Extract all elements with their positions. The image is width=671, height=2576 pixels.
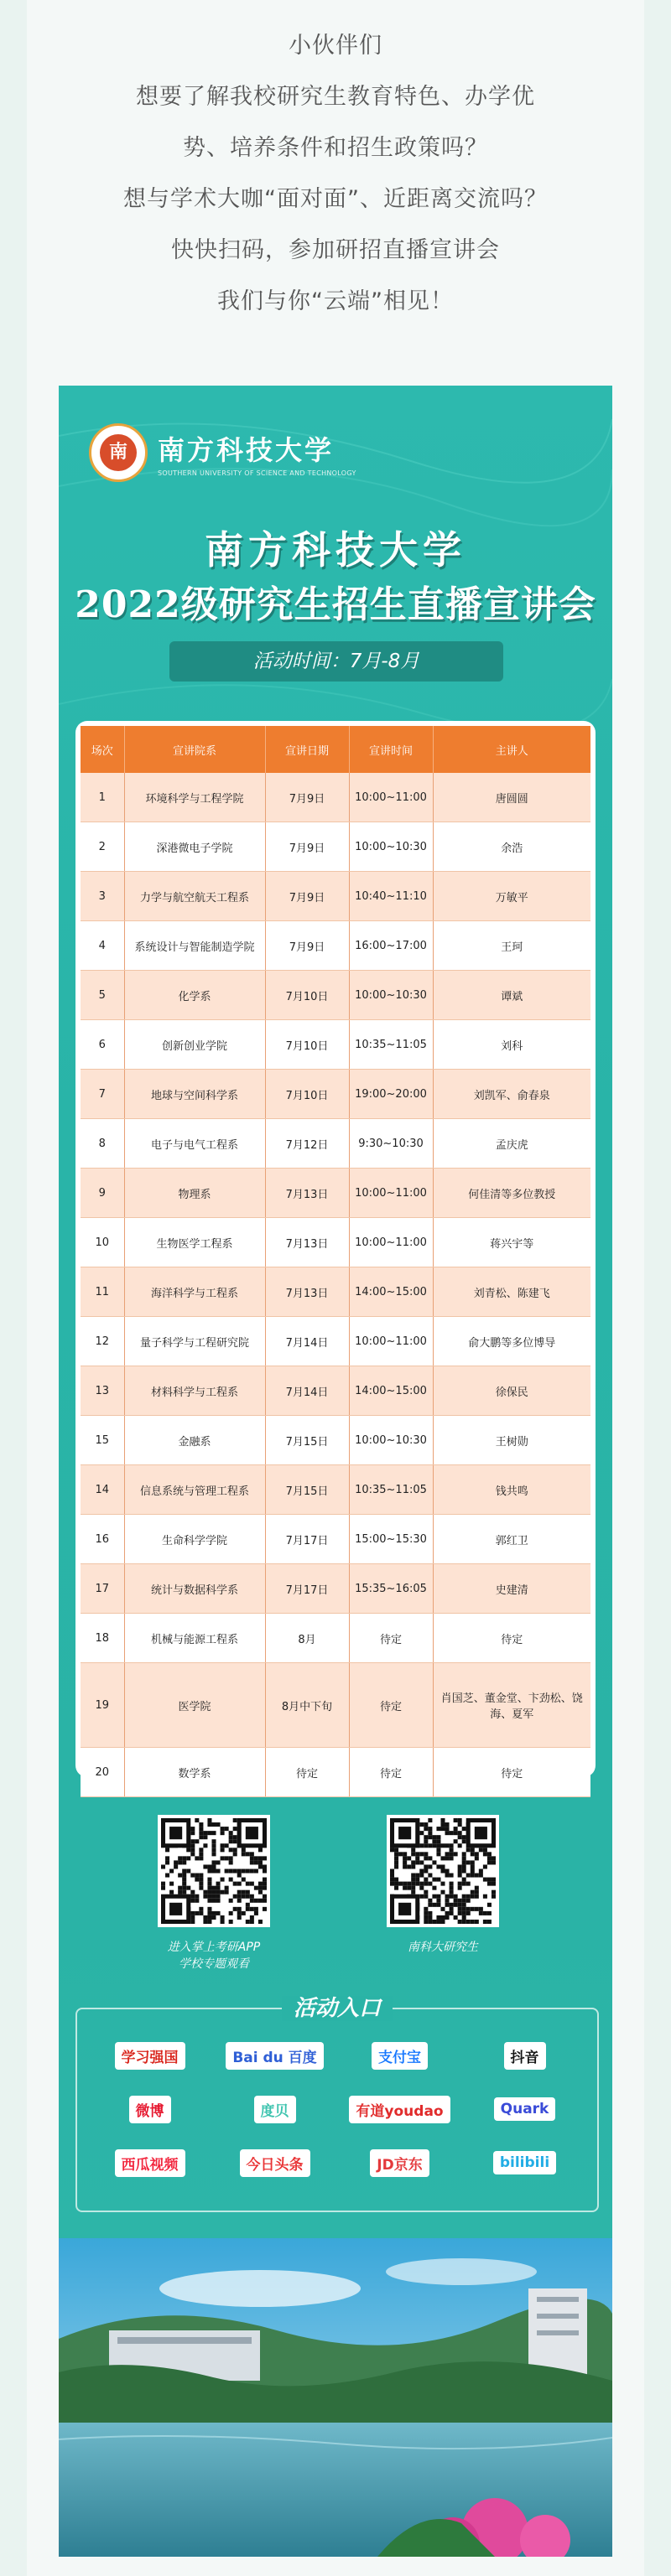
- schedule-table-card: [75, 721, 596, 1780]
- table-cell: 8月: [265, 1614, 349, 1663]
- table-cell: 20: [81, 1748, 124, 1797]
- table-cell: 10:00~11:00: [349, 1169, 433, 1218]
- table-cell: 7月10日: [265, 1020, 349, 1070]
- intro-text: [27, 20, 644, 327]
- schedule-table: [81, 726, 590, 1797]
- table-cell: 生命科学学院: [124, 1515, 265, 1564]
- table-cell: 待定: [349, 1748, 433, 1797]
- table-cell: 刘科: [433, 1020, 590, 1070]
- table-cell: 王珂: [433, 921, 590, 971]
- table-row: [81, 1366, 590, 1416]
- table-cell: 7月14日: [265, 1317, 349, 1366]
- table-cell: 10:00~11:00: [349, 773, 433, 822]
- table-cell: 蒋兴宇等: [433, 1218, 590, 1267]
- platform-logo[interactable]: [212, 2095, 337, 2123]
- poster-subtitle: 2022级研究生招生直播宣讲会: [75, 583, 596, 626]
- table-header-cell: 场次: [81, 726, 124, 773]
- qr-code-app[interactable]: [158, 1815, 270, 1927]
- table-cell: 11: [81, 1267, 124, 1317]
- table-cell: 数学系: [124, 1748, 265, 1797]
- table-cell: 7月9日: [265, 872, 349, 921]
- table-cell: 徐保民: [433, 1366, 590, 1416]
- table-body: [81, 773, 590, 1797]
- table-cell: 万敏平: [433, 872, 590, 921]
- table-cell: 8: [81, 1119, 124, 1169]
- table-cell: 8月中下旬: [265, 1663, 349, 1748]
- activity-entry-box: [75, 1996, 599, 2212]
- table-cell: 待定: [433, 1748, 590, 1797]
- table-cell: 力学与航空航天工程系: [124, 872, 265, 921]
- table-row: [81, 872, 590, 921]
- table-cell: 创新创业学院: [124, 1020, 265, 1070]
- platform-logos: [87, 2041, 587, 2177]
- intro-line: 势、培养条件和招生政策吗？: [183, 135, 488, 161]
- table-cell: 俞大鹏等多位博导: [433, 1317, 590, 1366]
- table-cell: 5: [81, 971, 124, 1020]
- table-cell: 系统设计与智能制造学院: [124, 921, 265, 971]
- platform-logo[interactable]: [87, 2041, 212, 2070]
- table-cell: 18: [81, 1614, 124, 1663]
- table-cell: 4: [81, 921, 124, 971]
- platform-logo[interactable]: [87, 2148, 212, 2177]
- table-cell: 材料科学与工程系: [124, 1366, 265, 1416]
- table-cell: 7月10日: [265, 1070, 349, 1119]
- table-cell: 10:35~11:05: [349, 1465, 433, 1515]
- table-cell: 3: [81, 872, 124, 921]
- platform-logo-label: 西瓜视频: [115, 2149, 185, 2177]
- platform-logo-label: Bai du 百度: [226, 2042, 323, 2070]
- table-row: [81, 1564, 590, 1614]
- intro-line: 小伙伴们: [289, 33, 382, 59]
- table-row: [81, 773, 590, 822]
- table-cell: 地球与空间科学系: [124, 1070, 265, 1119]
- platform-logo-label: JD京东: [370, 2149, 429, 2177]
- platform-logo-label: 抖音: [504, 2042, 546, 2070]
- table-cell: 7月9日: [265, 773, 349, 822]
- table-row: [81, 1465, 590, 1515]
- table-cell: 电子与电气工程系: [124, 1119, 265, 1169]
- qr-app-caption-1: 进入掌上考研APP: [167, 1941, 261, 1954]
- table-cell: 机械与能源工程系: [124, 1614, 265, 1663]
- table-row: [81, 1267, 590, 1317]
- table-row: [81, 1748, 590, 1797]
- table-cell: 14:00~15:00: [349, 1267, 433, 1317]
- table-cell: 待定: [265, 1748, 349, 1797]
- table-row: [81, 1663, 590, 1748]
- table-cell: 物理系: [124, 1169, 265, 1218]
- table-cell: 10:35~11:05: [349, 1020, 433, 1070]
- platform-logo[interactable]: [212, 2041, 337, 2070]
- table-cell: 7月9日: [265, 822, 349, 872]
- platform-logo-label: bilibili: [493, 2151, 556, 2174]
- table-cell: 刘凯军、俞春泉: [433, 1070, 590, 1119]
- activity-entry-title: 活动入口: [282, 1996, 393, 2021]
- table-cell: 15:00~15:30: [349, 1515, 433, 1564]
- table-cell: 7月17日: [265, 1515, 349, 1564]
- platform-logo[interactable]: [462, 2095, 587, 2123]
- table-header-cell: 宣讲日期: [265, 726, 349, 773]
- table-cell: 海洋科学与工程系: [124, 1267, 265, 1317]
- table-cell: 钱共鸣: [433, 1465, 590, 1515]
- table-cell: 7月13日: [265, 1169, 349, 1218]
- table-header-cell: 宣讲院系: [124, 726, 265, 773]
- intro-line: 想与学术大咖“面对面”、近距离交流吗？: [123, 186, 548, 212]
- platform-logo-label: Quark: [494, 2097, 556, 2121]
- table-cell: 王树勋: [433, 1416, 590, 1465]
- table-cell: 12: [81, 1317, 124, 1366]
- table-cell: 9: [81, 1169, 124, 1218]
- table-row: [81, 822, 590, 872]
- table-cell: 9:30~10:30: [349, 1119, 433, 1169]
- table-cell: 10:00~10:30: [349, 1416, 433, 1465]
- university-logo: [89, 423, 356, 482]
- table-cell: 生物医学工程系: [124, 1218, 265, 1267]
- table-cell: 16: [81, 1515, 124, 1564]
- table-cell: 统计与数据科学系: [124, 1564, 265, 1614]
- table-header-cell: 宣讲时间: [349, 726, 433, 773]
- qr-code-wechat[interactable]: [387, 1815, 499, 1927]
- table-cell: 待定: [349, 1663, 433, 1748]
- event-poster: [59, 386, 612, 2557]
- table-cell: 16:00~17:00: [349, 921, 433, 971]
- table-cell: 医学院: [124, 1663, 265, 1748]
- table-cell: 1: [81, 773, 124, 822]
- table-cell: 化学系: [124, 971, 265, 1020]
- table-cell: 谭斌: [433, 971, 590, 1020]
- platform-logo[interactable]: [462, 2041, 587, 2070]
- table-cell: 唐圆圆: [433, 773, 590, 822]
- table-cell: 6: [81, 1020, 124, 1070]
- qr-wechat: [384, 1815, 502, 1956]
- platform-logo-label: 有道youdao: [349, 2096, 450, 2123]
- table-cell: 信息系统与管理工程系: [124, 1465, 265, 1515]
- table-row: [81, 1070, 590, 1119]
- table-cell: 7月17日: [265, 1564, 349, 1614]
- table-cell: 19: [81, 1663, 124, 1748]
- table-cell: 余浩: [433, 822, 590, 872]
- platform-logo[interactable]: [462, 2148, 587, 2177]
- table-cell: 刘青松、陈建飞: [433, 1267, 590, 1317]
- table-cell: 13: [81, 1366, 124, 1416]
- platform-logo[interactable]: [87, 2095, 212, 2123]
- table-row: [81, 921, 590, 971]
- table-cell: 7月13日: [265, 1267, 349, 1317]
- table-cell: 10:00~10:30: [349, 971, 433, 1020]
- table-row: [81, 1317, 590, 1366]
- article-page: [27, 0, 644, 2576]
- table-cell: 待定: [349, 1614, 433, 1663]
- table-cell: 深港微电子学院: [124, 822, 265, 872]
- table-row: [81, 1119, 590, 1169]
- intro-line: 想要了解我校研究生教育特色、办学优: [136, 84, 535, 110]
- table-cell: 15: [81, 1416, 124, 1465]
- table-cell: 7月14日: [265, 1366, 349, 1416]
- table-cell: 7月10日: [265, 971, 349, 1020]
- university-seal-icon: 南: [89, 423, 148, 482]
- table-cell: 量子科学与工程研究院: [124, 1317, 265, 1366]
- table-row: [81, 1515, 590, 1564]
- table-row: [81, 1416, 590, 1465]
- table-cell: 14: [81, 1465, 124, 1515]
- qr-app-caption-2: 学校专题观看: [179, 1957, 249, 1971]
- table-header-row: [81, 726, 590, 773]
- table-cell: 肖国芝、董金堂、卞劲松、饶海、夏军: [433, 1663, 590, 1748]
- logo-english: SOUTHERN UNIVERSITY OF SCIENCE AND TECHNOLOGY: [158, 469, 356, 477]
- logo-name: 南方科技大学: [158, 433, 335, 466]
- platform-logo-label: 微博: [129, 2096, 171, 2123]
- table-cell: 金融系: [124, 1416, 265, 1465]
- platform-logo-label: 支付宝: [372, 2042, 428, 2070]
- table-cell: 7: [81, 1070, 124, 1119]
- platform-logo-label: 今日头条: [240, 2149, 310, 2177]
- table-cell: 7月12日: [265, 1119, 349, 1169]
- table-cell: 15:35~16:05: [349, 1564, 433, 1614]
- platform-logo[interactable]: [337, 2148, 462, 2177]
- qr-app: [155, 1815, 273, 1972]
- table-cell: 郭红卫: [433, 1515, 590, 1564]
- table-cell: 10:00~10:30: [349, 822, 433, 872]
- table-cell: 2: [81, 822, 124, 872]
- table-cell: 何佳清等多位教授: [433, 1169, 590, 1218]
- table-cell: 14:00~15:00: [349, 1366, 433, 1416]
- table-cell: 7月15日: [265, 1465, 349, 1515]
- campus-photo: [59, 2238, 612, 2557]
- table-cell: 10:00~11:00: [349, 1218, 433, 1267]
- table-row: [81, 1218, 590, 1267]
- table-header-cell: 主讲人: [433, 726, 590, 773]
- table-cell: 10: [81, 1218, 124, 1267]
- table-cell: 史建清: [433, 1564, 590, 1614]
- table-row: [81, 971, 590, 1020]
- activity-time-badge: 活动时间：7月-8月: [169, 641, 503, 682]
- platform-logo[interactable]: [212, 2148, 337, 2177]
- platform-logo[interactable]: [337, 2095, 462, 2123]
- intro-line: 快快扫码，参加研招直播宣讲会: [171, 237, 500, 263]
- platform-logo-label: 度贝: [254, 2096, 296, 2123]
- table-cell: 孟庆虎: [433, 1119, 590, 1169]
- table-cell: 7月15日: [265, 1416, 349, 1465]
- table-cell: 7月9日: [265, 921, 349, 971]
- table-cell: 待定: [433, 1614, 590, 1663]
- table-cell: 19:00~20:00: [349, 1070, 433, 1119]
- poster-title: 南方科技大学: [205, 527, 466, 573]
- table-cell: 10:00~11:00: [349, 1317, 433, 1366]
- table-row: [81, 1020, 590, 1070]
- table-cell: 10:40~11:10: [349, 872, 433, 921]
- platform-logo[interactable]: [337, 2041, 462, 2070]
- table-cell: 17: [81, 1564, 124, 1614]
- table-cell: 7月13日: [265, 1218, 349, 1267]
- intro-line: 我们与你“云端”相见！: [217, 288, 454, 314]
- qr-wechat-caption: 南科大研究生: [408, 1941, 478, 1954]
- table-row: [81, 1169, 590, 1218]
- platform-logo-label: 学习强国: [115, 2042, 185, 2070]
- table-cell: 环境科学与工程学院: [124, 773, 265, 822]
- table-row: [81, 1614, 590, 1663]
